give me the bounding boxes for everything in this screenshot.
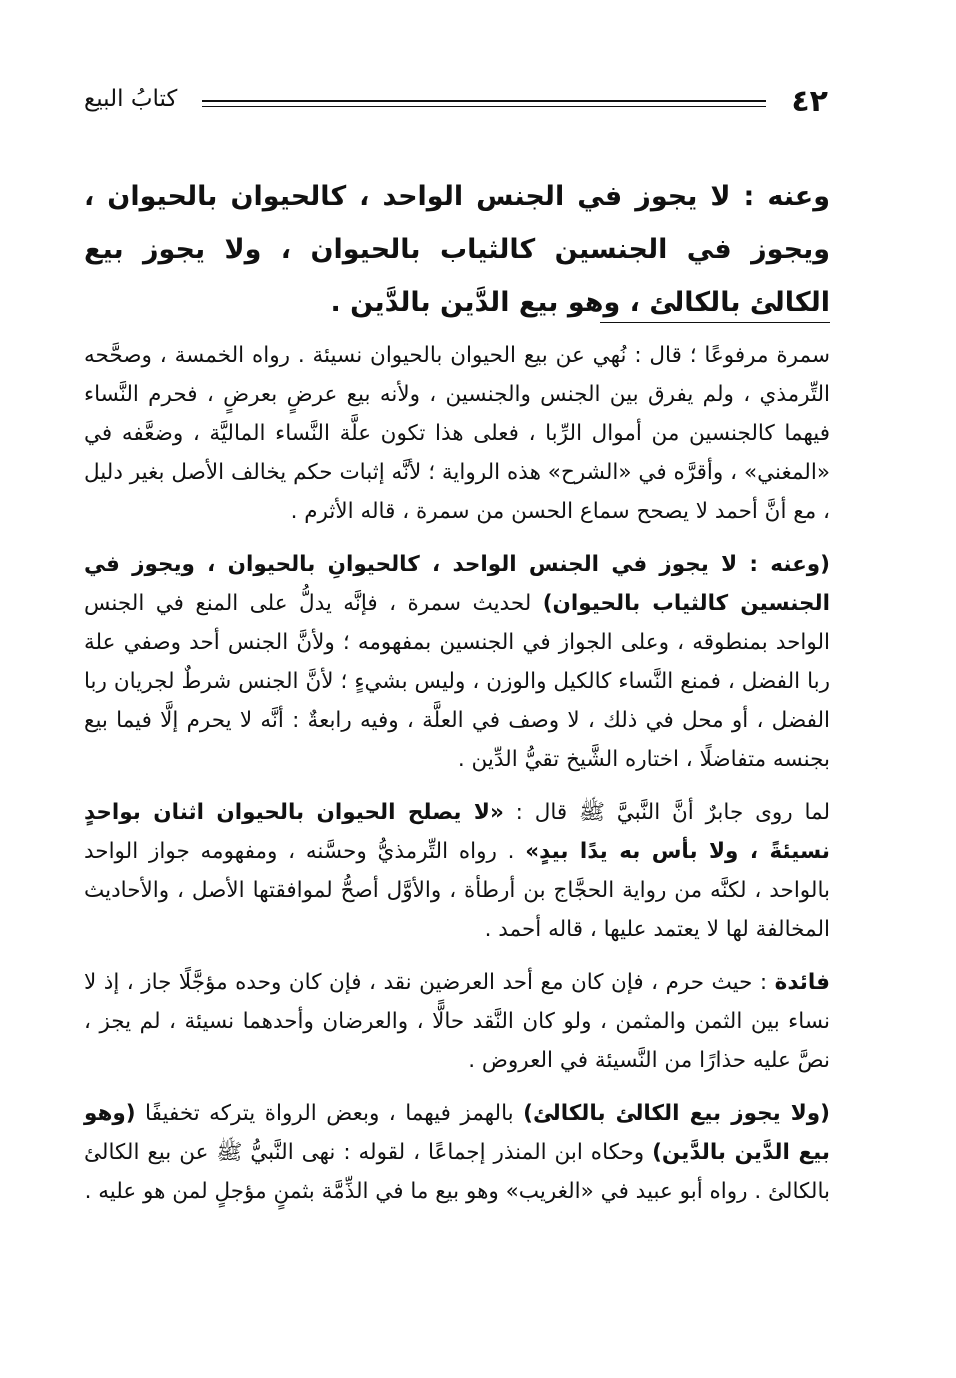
- paragraph-text: لحديث سمرة ، فإنَّه يدلُّ على المنع في الجنس الواحد بمنطوقه ، وعلى الجواز في الجنسين بمفهومه ؛ ولأنَّ الجنس أحد وصفي علة ربا الفضل ، فمنع النَّساء كالكيل والوزن ، وليس بشيءٍ ؛ لأنَّ الجنس شرطٌ لجريان ربا الفضل ، أو محل في ذلك ، لا وصف في العلَّة ، وفيه رابعةٌ : أنَّه لا يحرم إلَّا فيما بيع بجنسه متفاضلًا ، اختاره الشَّيخ تقيُّ الدِّين .: [84, 591, 830, 772]
- paragraph-text: : حيث حرم ، فإن كان مع أحد العرضين نقد ، فإن كان وحده مؤجَّلًا جاز ، إذ لا نساء بين الثمن والمثمن ، ولو كان النَّقد حالًّا ، والعرضان وأحدهما نسيئة ، لم يجز ، نصَّ عليه حذارًا من النَّسيئة في العروض .: [84, 970, 830, 1073]
- commentary-paragraph-5: [84, 1094, 830, 1211]
- section-divider: [600, 322, 830, 323]
- paragraph-text: سمرة مرفوعًا ؛ قال : نُهي عن بيع الحيوان بالحيوان نسيئة . رواه الخمسة ، وصحَّحه التِّرمذي ، ولم يفرق بين الجنس والجنسين ، ولأنه بيع عرضٍ بعرضٍ ، فحرم النَّساء فيهما كالجنسين من أموال الرِّبا ، فعلى هذا تكون علَّة النَّساء الماليَّة ، وضعَّفه في «المغني» ، وأقرَّه في «الشرح» هذه الرواية ؛ لأنَّه إثبات حكم يخالف الأصل بغير دليل ، مع أنَّ أحمد لا يصحح سماع الحسن من سمرة ، قاله الأثرم .: [84, 343, 830, 524]
- commentary-paragraph-2: [84, 545, 830, 779]
- paragraph-text: وحكاه ابن المنذر إجماعًا ، لقوله : نهى النَّبيُّ ﷺ عن بيع الكالئ بالكالئ . رواه أبو عبيد في «الغريب» وهو بيع ما في الذِّمَّة بثمنٍ مؤجلٍ لمن هو عليه .: [84, 1140, 830, 1204]
- commentary-paragraph-1: [84, 336, 830, 531]
- main-text: وعنه : لا يجوز في الجنس الواحد ، كالحيوان بالحيوان ، ويجوز في الجنسين كالثياب بالحيوان ، ولا يجوز بيع الكالئ بالكالئ ، وهو بيع الدَّين بالدَّين .: [84, 181, 830, 318]
- commentary-paragraph-3: [84, 793, 830, 949]
- quoted-matn: (وعنه : لا يجوز في الجنس الواحد ، كالحيوانِ بالحيوان ، ويجوز في الجنسين كالثياب بالحيوان): [84, 552, 830, 616]
- commentary-paragraph-4: [84, 963, 830, 1080]
- note-label: فائدة: [774, 970, 830, 995]
- header-rule: [202, 100, 766, 107]
- paragraph-text: لما روى جابرٌ أنَّ النَّبيَّ ﷺ قال :: [503, 800, 831, 825]
- quoted-matn: (ولا يجوز بيع الكالئ بالكالئ): [523, 1101, 830, 1126]
- commentary: [84, 336, 830, 1225]
- page-header: [84, 84, 828, 124]
- paragraph-text: بالهمز فيهما ، وبعض الرواة يتركه تخفيفًا: [135, 1101, 524, 1126]
- quoted-matn: (وهو بيع الدَّين بالدَّين): [84, 1101, 830, 1165]
- paragraph-text: . رواه التِّرمذيُّ وحسَّنه ، ومفهومه جواز الواحد بالواحد ، لكنَّه من رواية الحجَّاج بن أرطأة ، والأوَّل أصحُّ لموافقتها الأصل ، والأحاديث المخالفة لها لا يعتمد عليها ، قاله أحمد .: [84, 839, 830, 942]
- hadith-quote: «لا يصلح الحيوان بالحيوان اثنان بواحدٍ نسيئةً ، ولا بأس به يدًا بيدٍ»: [84, 800, 830, 864]
- book-title: كتابُ البيع: [84, 86, 178, 112]
- page-number: ٤٢: [791, 84, 828, 119]
